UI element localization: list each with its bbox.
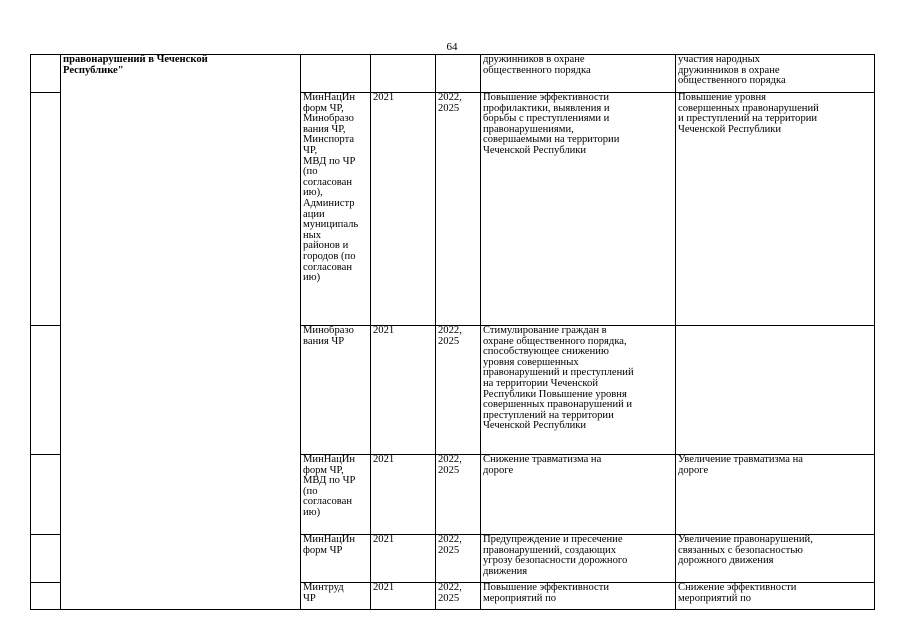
- executor-cell: МинНацИн форм ЧР, МВД по ЧР (по согласован ию): [301, 455, 371, 535]
- row-number-cell: [31, 93, 61, 326]
- consequence-cell: Увеличение правонарушений, связанных с безопасностью дорожного движения: [676, 535, 875, 583]
- executor-cell: [301, 55, 371, 93]
- executor-cell: МинНацИн форм ЧР, Минобразо вания ЧР, Минспорта ЧР, МВД по ЧР (по согласован ию), Администр ации муниципаль ных районов и городов (по согласован ию): [301, 93, 371, 326]
- expected-result-cell: Повышение эффективности профилактики, выявления и борьбы с преступлениями и правонарушениями, совершаемыми на территории Чеченской Республики: [481, 93, 676, 326]
- consequence-cell: [676, 326, 875, 455]
- consequence-cell: Повышение уровня совершенных правонарушений и преступлений на территории Чеченской Республики: [676, 93, 875, 326]
- consequence-cell: Увеличение травматизма на дороге: [676, 455, 875, 535]
- consequence-cell: Снижение эффективности мероприятий по: [676, 583, 875, 610]
- executor-cell: Минтруд ЧР: [301, 583, 371, 610]
- consequence-cell: участия народных дружинников в охране общественного порядка: [676, 55, 875, 93]
- start-year-cell: 2021: [371, 535, 436, 583]
- row-number-cell: [31, 583, 61, 610]
- start-year-cell: [371, 55, 436, 93]
- expected-result-cell: дружинников в охране общественного порядка: [481, 55, 676, 93]
- end-year-cell: 2022, 2025: [436, 326, 481, 455]
- expected-result-cell: Предупреждение и пресечение правонарушений, создающих угрозу безопасности дорожного движения: [481, 535, 676, 583]
- end-year-cell: 2022, 2025: [436, 583, 481, 610]
- expected-result-cell: Повышение эффективности мероприятий по: [481, 583, 676, 610]
- row-number-cell: [31, 326, 61, 455]
- table-row: [31, 55, 875, 93]
- measures-table: [30, 54, 875, 610]
- end-year-cell: 2022, 2025: [436, 455, 481, 535]
- start-year-cell: 2021: [371, 93, 436, 326]
- end-year-cell: 2022, 2025: [436, 535, 481, 583]
- end-year-cell: 2022, 2025: [436, 93, 481, 326]
- row-number-cell: [31, 55, 61, 93]
- expected-result-cell: Снижение травматизма на дороге: [481, 455, 676, 535]
- expected-result-cell: Стимулирование граждан в охране общественного порядка, способствующее снижению уровня совершенных правонарушений и преступлений на территории Чеченской Республики Повышение уровня совершенных правонарушений и преступлений на территории Чеченской Республики: [481, 326, 676, 455]
- executor-cell: МинНацИн форм ЧР: [301, 535, 371, 583]
- row-number-cell: [31, 455, 61, 535]
- measure-title-cell: правонарушений в Чеченской Республике": [61, 55, 301, 610]
- executor-cell: Минобразо вания ЧР: [301, 326, 371, 455]
- start-year-cell: 2021: [371, 583, 436, 610]
- end-year-cell: [436, 55, 481, 93]
- start-year-cell: 2021: [371, 326, 436, 455]
- page-number: 64: [446, 41, 458, 53]
- row-number-cell: [31, 535, 61, 583]
- start-year-cell: 2021: [371, 455, 436, 535]
